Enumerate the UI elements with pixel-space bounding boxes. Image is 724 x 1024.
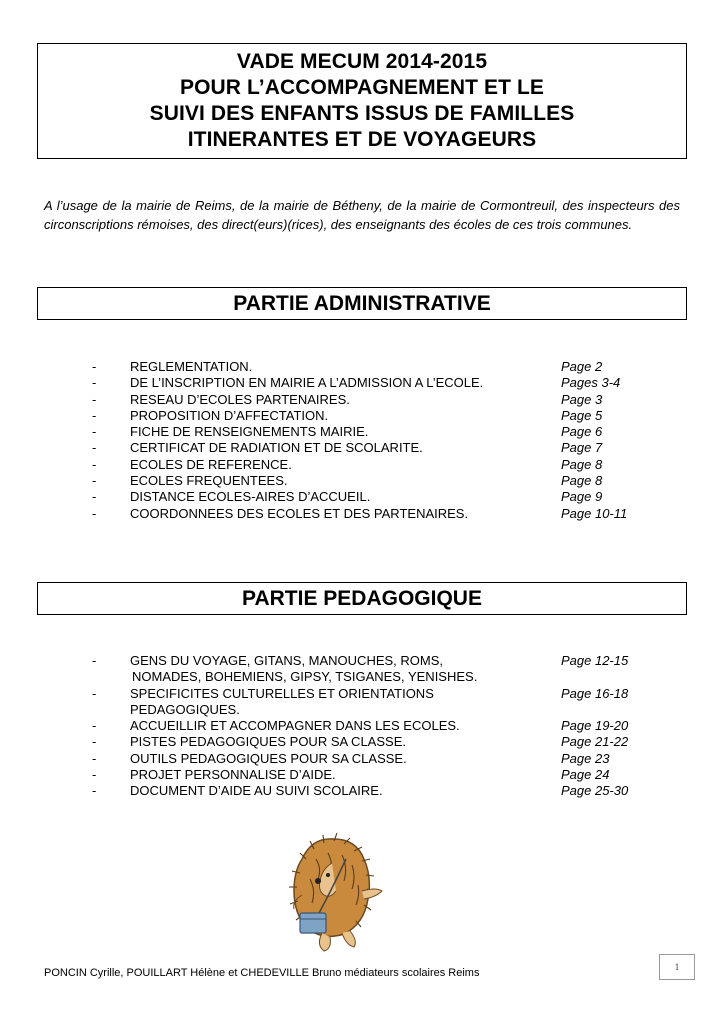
toc-item[interactable]: [92, 686, 652, 719]
toc-item-page: Page 8: [561, 456, 603, 472]
toc-item-label: DOCUMENT D’AIDE AU SUIVI SCOLAIRE.: [130, 783, 383, 799]
toc-item-page: Page 6: [561, 424, 603, 440]
title-line: POUR L’ACCOMPAGNEMENT ET LE: [180, 76, 544, 99]
toc-item-label: DE L’INSCRIPTION EN MAIRIE A L’ADMISSION A L’ECOLE.: [130, 375, 484, 391]
toc-item-label: ACCUEILLIR ET ACCOMPAGNER DANS LES ECOLES.: [130, 718, 460, 734]
toc-item-label: PROJET PERSONNALISE D’AIDE.: [130, 767, 336, 783]
toc-dash: -: [92, 783, 97, 799]
toc-item[interactable]: [92, 751, 652, 767]
toc-item-label: DISTANCE ECOLES-AIRES D’ACCUEIL.: [130, 489, 371, 505]
toc-item[interactable]: [92, 359, 652, 375]
toc-item[interactable]: [92, 440, 652, 456]
toc-item-label-continued: NOMADES, BOHEMIENS, GIPSY, TSIGANES, YENISHES.: [132, 669, 478, 685]
toc-item[interactable]: [92, 473, 652, 489]
toc-item[interactable]: [92, 424, 652, 440]
toc-item-label: ECOLES DE REFERENCE.: [130, 456, 292, 472]
title-line: SUIVI DES ENFANTS ISSUS DE FAMILLES: [149, 102, 575, 125]
toc-item[interactable]: [92, 457, 652, 473]
hedgehog-with-satchel-illustration: [272, 829, 392, 959]
toc-item-label: CERTIFICAT DE RADIATION ET DE SCOLARITE.: [130, 440, 423, 456]
toc-item[interactable]: [92, 392, 652, 408]
toc-item[interactable]: [92, 653, 652, 686]
toc-item-label: PISTES PEDAGOGIQUES POUR SA CLASSE.: [130, 734, 406, 750]
title-line: VADE MECUM 2014-2015: [236, 50, 488, 73]
toc-dash: -: [92, 407, 97, 423]
toc-item-label: REGLEMENTATION.: [130, 359, 253, 374]
toc-dash: -: [92, 734, 97, 750]
toc-dash: -: [92, 750, 97, 766]
toc-item-label: COORDONNEES DES ECOLES ET DES PARTENAIRES.: [130, 505, 469, 521]
toc-item-page: Page 8: [561, 473, 603, 489]
toc-dash: -: [92, 767, 97, 783]
toc-item-page: Page 21-22: [561, 734, 629, 750]
toc-dash: -: [92, 489, 97, 505]
toc-item-page: Page 23: [561, 750, 610, 766]
toc-dash: -: [92, 424, 97, 440]
toc-item-page: Page 7: [561, 440, 603, 456]
toc-item[interactable]: [92, 734, 652, 750]
toc-item-label: OUTILS PEDAGOGIQUES POUR SA CLASSE.: [130, 750, 407, 766]
toc-dash: -: [92, 473, 97, 489]
intro-paragraph: A l’usage de la mairie de Reims, de la mairie de Bétheny, de la mairie de Cormontreuil, des inspecteurs des circonscriptions rémoises, des direct(eurs)(rices), des enseignants des écoles de ces trois communes.: [44, 198, 680, 232]
toc-item-page: Page 3: [561, 391, 603, 407]
toc-item-page: Page 2: [561, 359, 603, 374]
toc-dash: -: [92, 359, 97, 374]
section-heading-administrative: PARTIE ADMINISTRATIVE: [37, 287, 687, 320]
toc-dash: -: [92, 456, 97, 472]
section-heading-pedagogique: PARTIE PEDAGOGIQUE: [37, 582, 687, 615]
toc-item[interactable]: [92, 408, 652, 424]
toc-dash: -: [92, 375, 97, 391]
toc-item-page: Page 12-15: [561, 653, 629, 668]
toc-item-page: Page 24: [561, 767, 610, 783]
toc-item-page: Page 10-11: [561, 505, 628, 521]
toc-dash: -: [92, 653, 97, 668]
toc-item-label: FICHE DE RENSEIGNEMENTS MAIRIE.: [130, 424, 369, 440]
toc-item[interactable]: [92, 783, 652, 799]
toc-pedagogique: [92, 653, 652, 800]
toc-item[interactable]: [92, 767, 652, 783]
toc-item-page: Page 25-30: [561, 783, 629, 799]
toc-item-label: ECOLES FREQUENTEES.: [130, 473, 288, 489]
toc-dash: -: [92, 685, 97, 701]
toc-item-label: RESEAU D’ECOLES PARTENAIRES.: [130, 391, 350, 407]
footer-authors: PONCIN Cyrille, POUILLART Hélène et CHEDEVILLE Bruno médiateurs scolaires Reims: [44, 967, 480, 979]
page-number: 1: [659, 954, 695, 980]
toc-item[interactable]: [92, 489, 652, 505]
document-title-box: [37, 43, 687, 159]
toc-item[interactable]: [92, 375, 652, 391]
toc-item[interactable]: [92, 506, 652, 522]
toc-item-page: Page 5: [561, 407, 603, 423]
toc-item-page: Page 19-20: [561, 718, 629, 734]
toc-dash: -: [92, 391, 97, 407]
toc-dash: -: [92, 718, 97, 734]
title-line: ITINERANTES ET DE VOYAGEURS: [187, 128, 537, 151]
toc-item-page: Pages 3-4: [561, 375, 621, 391]
toc-item-page: Page 16-18: [561, 685, 629, 701]
toc-item-label: SPECIFICITES CULTURELLES ET ORIENTATIONS: [130, 685, 434, 701]
toc-item-label-continued: PEDAGOGIQUES.: [130, 701, 240, 717]
toc-item-label: PROPOSITION D’AFFECTATION.: [130, 407, 329, 423]
toc-item-label: GENS DU VOYAGE, GITANS, MANOUCHES, ROMS,: [130, 653, 444, 668]
toc-item[interactable]: [92, 718, 652, 734]
toc-dash: -: [92, 505, 97, 521]
toc-administrative: [92, 359, 652, 522]
toc-dash: -: [92, 440, 97, 456]
toc-item-page: Page 9: [561, 489, 603, 505]
